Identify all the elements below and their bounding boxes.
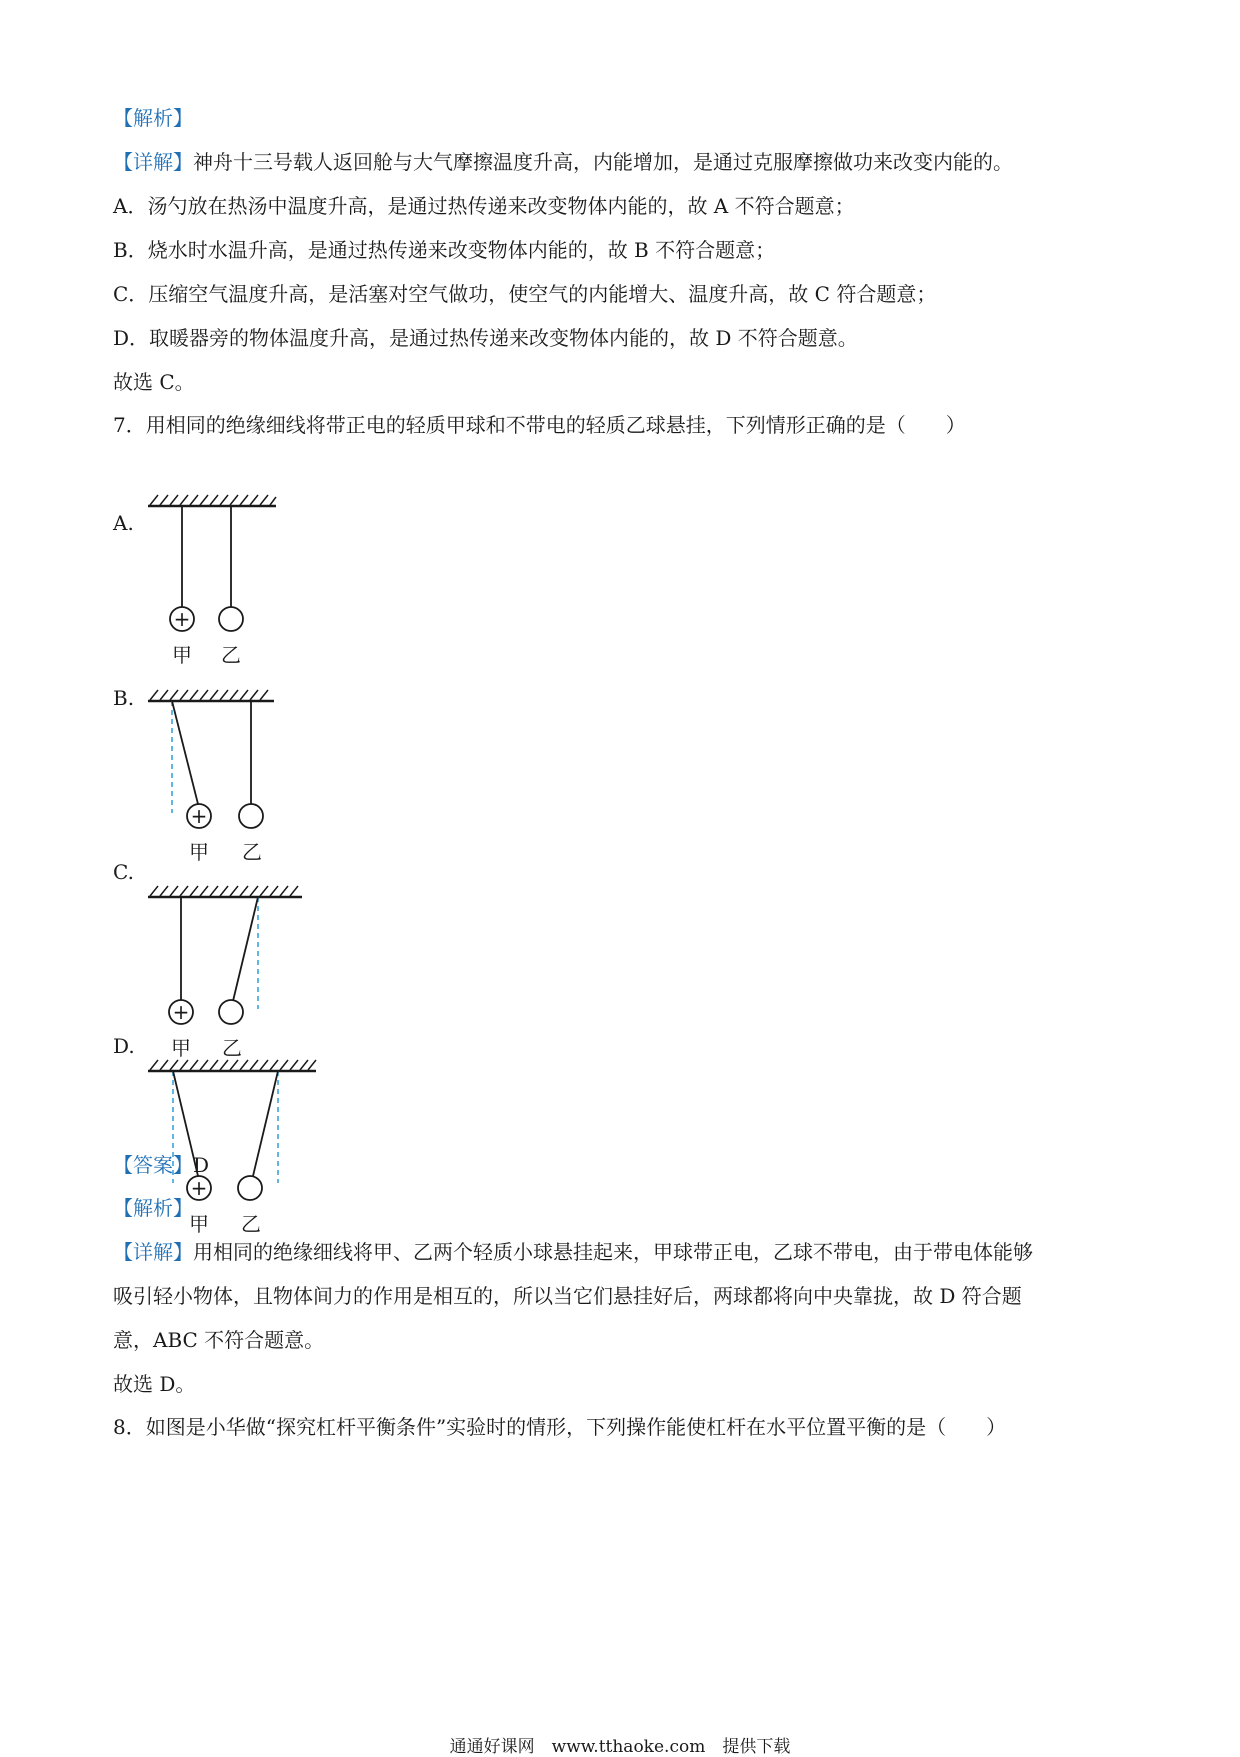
- question-8-stem: 8．如图是小华做“探究杠杆平衡条件”实验时的情形，下列操作能使杠杆在水平位置平衡的是（ ）: [113, 1415, 1007, 1439]
- option-a-explanation: A．汤勺放在热汤中温度升高，是通过热传递来改变物体内能的，故 A 不符合题意；: [113, 194, 855, 218]
- analysis-heading: 【解析】: [113, 1196, 193, 1220]
- option-d-label: D.: [113, 1034, 135, 1058]
- ball-label-jia: 甲: [189, 1212, 209, 1236]
- answer-value: D: [193, 1153, 210, 1177]
- detail-tag: 【详解】: [113, 1240, 193, 1264]
- ball-label-yi: 乙: [242, 840, 262, 864]
- ceiling-hatching: [150, 1060, 316, 1070]
- neutral-ball-yi: [239, 804, 263, 828]
- ball-label-jia: 甲: [172, 643, 192, 667]
- ceiling-hatching: [150, 886, 298, 896]
- answer-line: [113, 1151, 209, 1179]
- option-b-label: B.: [113, 686, 135, 710]
- detail-text: 神舟十三号载人返回舱与大气摩擦温度升高，内能增加，是通过克服摩擦做功来改变内能的。: [193, 150, 1013, 174]
- plus-sign: +: [173, 607, 191, 631]
- detail-tag: 【详解】: [113, 150, 193, 174]
- neutral-ball-yi: [238, 1176, 262, 1200]
- detail-text: 用相同的绝缘细线将甲、乙两个轻质小球悬挂起来，甲球带正电，乙球不带电，由于带电体能够: [193, 1240, 1033, 1264]
- ball-label-yi: 乙: [221, 643, 241, 667]
- page-footer: 通通好课网 www.tthaoke.com 提供下载: [449, 1737, 791, 1757]
- neutral-ball-yi: [219, 607, 243, 631]
- answer-tag: 【答案】: [113, 1153, 193, 1177]
- option-a-label: A.: [113, 511, 134, 535]
- analysis-heading: 【解析】: [113, 106, 193, 130]
- ball-label-jia: 甲: [171, 1036, 191, 1060]
- option-b-explanation: B．烧水时水温升高，是通过热传递来改变物体内能的，故 B 不符合题意；: [113, 238, 776, 262]
- option-c-explanation: C．压缩空气温度升高，是活塞对空气做功，使空气的内能增大、温度升高，故 C 符合题意；: [113, 282, 937, 306]
- detail-paragraph-line: 意，ABC 不符合题意。: [113, 1328, 325, 1352]
- ball-label-yi: 乙: [241, 1212, 261, 1236]
- answer-choice-line: 故选 C。: [113, 370, 195, 394]
- figure-b: [140, 685, 320, 885]
- neutral-ball-yi: [219, 1000, 243, 1024]
- option-c-label: C.: [113, 860, 134, 884]
- ball-label-jia: 甲: [189, 840, 209, 864]
- option-d-explanation: D．取暖器旁的物体温度升高，是通过热传递来改变物体内能的，故 D 不符合题意。: [113, 326, 858, 350]
- question-7-stem: 7．用相同的绝缘细线将带正电的轻质甲球和不带电的轻质乙球悬挂，下列情形正确的是（ ）: [113, 413, 966, 437]
- detail-paragraph-line: [113, 1238, 1033, 1266]
- figure-a: [140, 490, 320, 690]
- figure-c: [140, 881, 320, 1081]
- plus-sign: +: [172, 1000, 190, 1024]
- detail-paragraph-line: 吸引轻小物体，且物体间力的作用是相互的，所以当它们悬挂好后，两球都将向中央靠拢，故 D 符合题: [113, 1284, 1022, 1308]
- plus-sign: +: [190, 804, 208, 828]
- ball-label-yi: 乙: [222, 1036, 242, 1060]
- ceiling-hatching: [150, 495, 276, 505]
- ceiling-hatching: [150, 690, 268, 700]
- plus-sign: +: [190, 1176, 208, 1200]
- detail-paragraph: [113, 148, 1013, 176]
- answer-choice-line: 故选 D。: [113, 1372, 196, 1396]
